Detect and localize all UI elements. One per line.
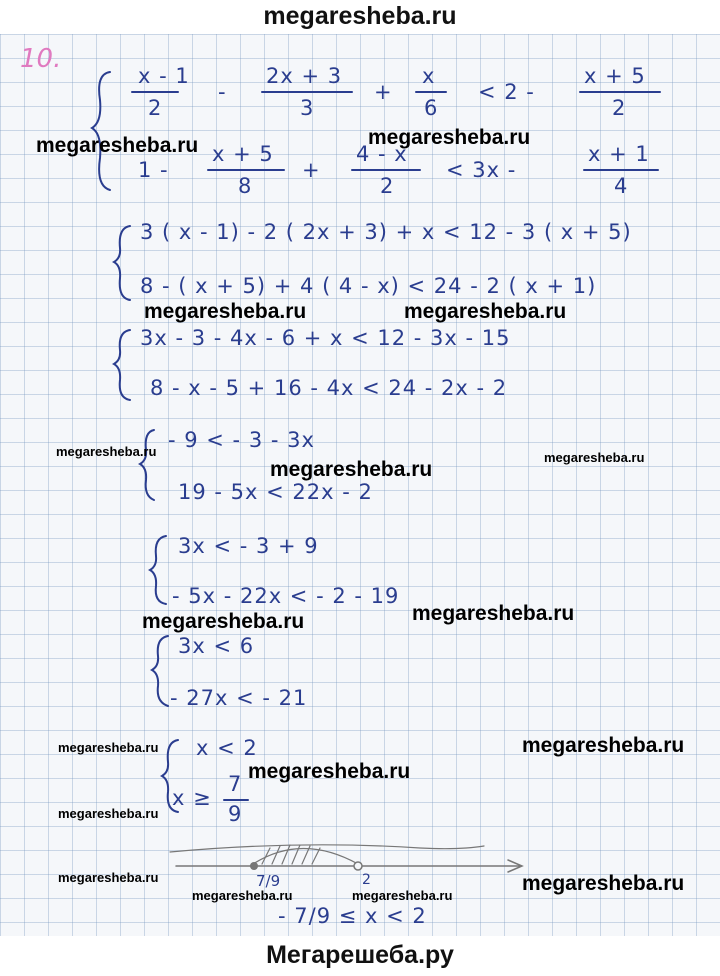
s1r2-f2-num: 4 - x	[356, 142, 408, 166]
s2-line2: 8 - ( x + 5) + 4 ( 4 - x) < 24 - 2 ( x + 1)	[140, 274, 597, 298]
s2-line1: 3 ( x - 1) - 2 ( 2x + 3) + x < 12 - 3 ( x + 5)	[140, 220, 632, 244]
s1r1-f1-den: 2	[148, 96, 163, 120]
s7-line2-lead: x ≥	[172, 786, 212, 810]
brace-sys4	[140, 430, 154, 500]
watermark: megaresheba.ru	[544, 450, 645, 465]
brace-sys2	[114, 226, 130, 300]
s1r1-f3-den: 6	[424, 96, 439, 120]
watermark: megaresheba.ru	[248, 760, 411, 783]
s1r1-relation: < 2 -	[478, 80, 535, 104]
region-line-2	[250, 848, 358, 866]
s1r1-f3-num: x	[422, 64, 436, 88]
watermark: megaresheba.ru	[144, 300, 307, 323]
s1r2-f1-num: x + 5	[212, 142, 274, 166]
watermark: megaresheba.ru	[522, 734, 685, 757]
s1r2-f2-den: 2	[380, 174, 395, 198]
watermark: megaresheba.ru	[142, 610, 305, 633]
s7-line1: x < 2	[196, 736, 258, 760]
watermark: megaresheba.ru	[58, 740, 159, 755]
watermark: megaresheba.ru	[36, 134, 199, 157]
s1r2-op1: +	[302, 158, 321, 182]
brace-sys5	[150, 536, 166, 604]
watermark: megaresheba.ru	[352, 888, 453, 903]
s1r1-op2: +	[374, 80, 393, 104]
s1r1-f4-num: x + 5	[584, 64, 646, 88]
s4-line2: 19 - 5x < 22x - 2	[178, 480, 373, 504]
brace-sys1	[92, 72, 110, 190]
s1r1-f4-den: 2	[612, 96, 627, 120]
watermark: megaresheba.ru	[412, 602, 575, 625]
s1r2-f3-den: 4	[614, 174, 629, 198]
closed-point	[250, 862, 258, 870]
watermark: megaresheba.ru	[522, 872, 685, 895]
open-point	[354, 862, 362, 870]
s4-line1: - 9 < - 3 - 3x	[168, 428, 315, 452]
answer: - 7/9 ≤ x < 2	[278, 904, 427, 928]
s3-line1: 3x - 3 - 4x - 6 + x < 12 - 3x - 15	[140, 326, 511, 350]
s5-line1: 3x < - 3 + 9	[178, 534, 319, 558]
s5-line2: - 5x - 22x < - 2 - 19	[172, 584, 400, 608]
s1r2-lead: 1 -	[138, 158, 169, 182]
s6-line2: - 27x < - 21	[170, 686, 308, 710]
footer-site-title: Мегарешеба.ру	[266, 941, 454, 969]
brace-sys3	[114, 330, 130, 400]
numberline-right-label: 2	[362, 872, 371, 888]
watermark: megaresheba.ru	[58, 870, 159, 885]
problem-number: 10.	[20, 44, 62, 74]
s6-line1: 3x < 6	[178, 634, 255, 658]
s1r1-f2-den: 3	[300, 96, 315, 120]
watermark: megaresheba.ru	[192, 888, 293, 903]
s7-frac-num: 7	[228, 772, 243, 796]
watermark: megaresheba.ru	[56, 444, 157, 459]
s7-frac-den: 9	[228, 802, 243, 826]
brace-sys6	[152, 636, 168, 706]
s1r1-op1: -	[218, 80, 227, 104]
s1r2-relation: < 3x -	[446, 158, 517, 182]
watermark: megaresheba.ru	[58, 806, 159, 821]
watermark: megaresheba.ru	[404, 300, 567, 323]
watermark: megaresheba.ru	[270, 458, 433, 481]
watermark: megaresheba.ru	[368, 126, 531, 149]
s1r2-f3-num: x + 1	[588, 142, 650, 166]
numberline-left-label: 7/9	[256, 872, 281, 890]
s1r1-f1-num: x - 1	[138, 64, 190, 88]
site-title: megaresheba.ru	[263, 2, 457, 30]
s3-line2: 8 - x - 5 + 16 - 4x < 24 - 2x - 2	[150, 376, 508, 400]
s1r2-f1-den: 8	[238, 174, 253, 198]
s1r1-f2-num: 2x + 3	[266, 64, 343, 88]
